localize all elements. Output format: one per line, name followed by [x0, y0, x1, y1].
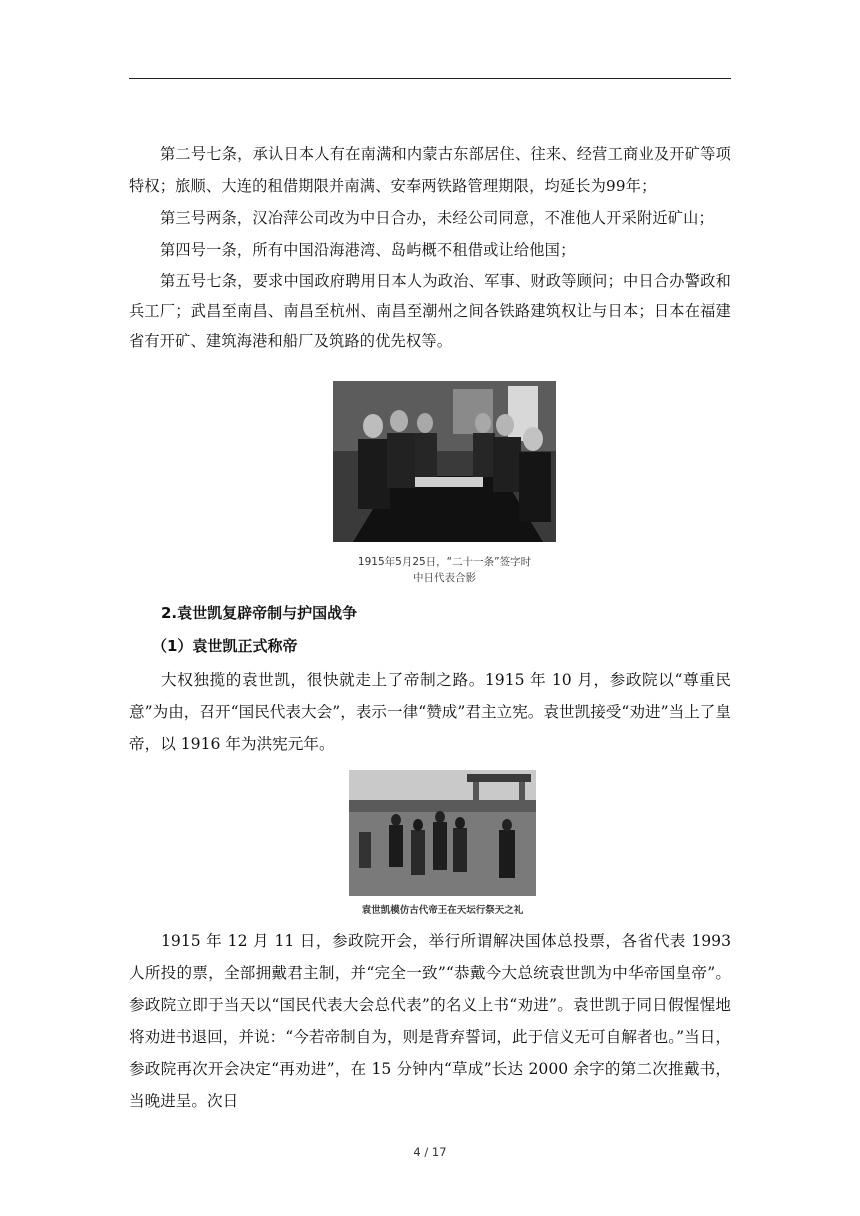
header-rule [129, 78, 731, 79]
ritual-photo-illustration [349, 770, 536, 896]
figure2-caption: 袁世凯模仿古代帝王在天坛行祭天之礼 [361, 905, 524, 916]
photo-temple-of-heaven-ritual [349, 770, 536, 896]
section-heading: 2.袁世凯复辟帝制与护国战争 [161, 604, 358, 622]
subsection-heading: （1）袁世凯正式称帝 [152, 637, 298, 655]
photo-signing-ceremony [333, 381, 556, 542]
figure1-caption-line1: 1915年5月25日，“二十一条”签字时 [357, 556, 532, 568]
paragraph-article-4: 第四号一条，所有中国沿海港湾、岛屿概不租借或让给他国； [160, 241, 576, 259]
signing-photo-illustration [333, 381, 556, 542]
figure1-caption-line2: 中日代表合影 [413, 572, 476, 584]
paragraph-yuan-becomes-emperor: 大权独揽的袁世凯，很快就走上了帝制之路。1915 年 10 月，参政院以“尊重民意”为由，召开“国民代表大会”，表示一律“赞成”君主立宪。袁世凯接受“劝进”当上了皇帝，以 1916 年为洪宪元年。 [129, 671, 731, 753]
paragraph-vote-and-petition: 1915 年 12 月 11 日，参政院开会，举行所谓解决国体总投票，各省代表 1993 人所投的票，全部拥戴君主制，并“完全一致”“恭戴今大总统袁世凯为中华帝国皇帝”。参政院立即于当天以“国民代表大会总代表”的名义上书“劝进”。袁世凯于同日假惺惺地将劝进书退回，并说：“今若帝制自为，则是背弃誓词，此于信义无可自解者也。”当日，参政院再次开会决定“再劝进”，在 15 分钟内“草成”长达 2000 余字的第二次推戴书，当晚进呈。次日 [129, 932, 731, 1110]
paragraph-article-5: 第五号七条，要求中国政府聘用日本人为政治、军事、财政等顾问；中日合办警政和兵工厂；武昌至南昌、南昌至杭州、南昌至潮州之间各铁路建筑权让与日本；日本在福建省有开矿、建筑海港和船厂及筑路的优先权等。 [129, 272, 731, 350]
page-number: 4 / 17 [413, 1145, 447, 1159]
paragraph-article-3: 第三号两条，汉冶萍公司改为中日合办，未经公司同意，不准他人开采附近矿山； [160, 209, 714, 227]
paragraph-article-2: 第二号七条，承认日本人有在南满和内蒙古东部居住、往来、经营工商业及开矿等项特权；旅顺、大连的租借期限并南满、安奉两铁路管理期限，均延长为99年； [129, 145, 731, 195]
